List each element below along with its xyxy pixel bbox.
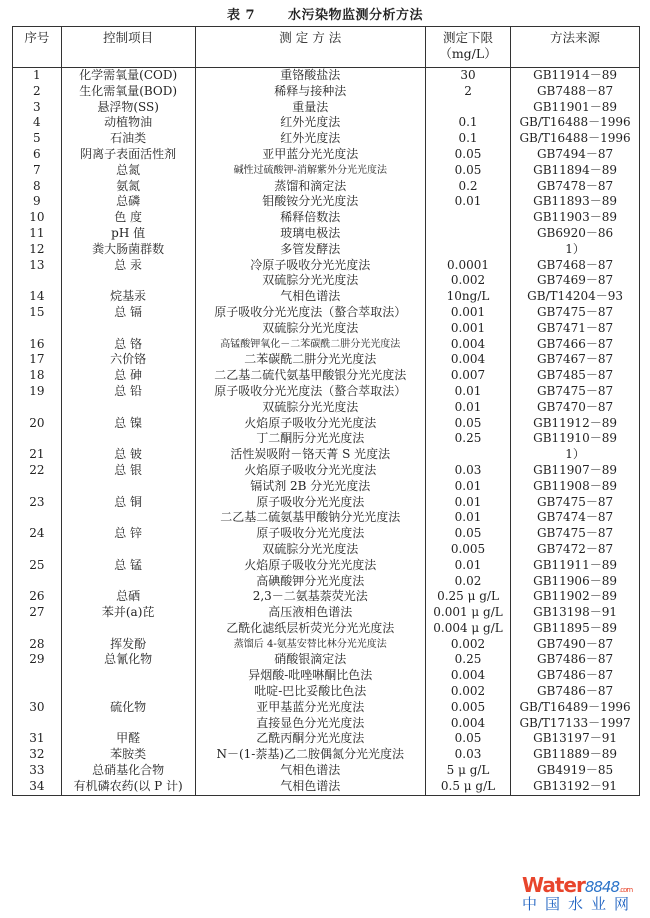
row-limit: 0.001 (425, 305, 510, 321)
row-source: GB7466－87 (511, 337, 640, 353)
row-method: 重铬酸盐法 (195, 68, 425, 84)
row-seq (13, 400, 62, 416)
row-method: 镉试剂 2B 分光光度法 (195, 479, 425, 495)
table-number: 表 7 (226, 8, 256, 23)
monitoring-methods-table (12, 26, 640, 796)
header-limit-line2: （mg/L） (439, 45, 497, 61)
row-source: GB11906－89 (511, 574, 640, 590)
table-row (13, 242, 640, 258)
watermark-suffix: .com (619, 886, 633, 894)
row-source: GB7490－87 (511, 637, 640, 653)
row-method: 双硫腙分光光度法 (195, 321, 425, 337)
row-item: 总 铜 (61, 495, 195, 511)
row-limit: 0.2 (425, 179, 510, 195)
table-row (13, 463, 640, 479)
row-item: 总 汞 (61, 258, 195, 274)
table-row (13, 479, 640, 495)
row-limit: 0.25 (425, 652, 510, 668)
row-method: 红外光度法 (195, 115, 425, 131)
row-seq: 18 (13, 368, 62, 384)
row-method: 原子吸收分光光度法 (195, 495, 425, 511)
row-item: 烷基汞 (61, 289, 195, 305)
row-method: 气相色谱法 (195, 289, 425, 305)
row-method: 双硫腙分光光度法 (195, 542, 425, 558)
table-row (13, 258, 640, 274)
row-method: 双硫腙分光光度法 (195, 273, 425, 289)
table-row (13, 194, 640, 210)
row-source: GB11902－89 (511, 589, 640, 605)
row-item: 总 镉 (61, 305, 195, 321)
row-method: 直接显色分光光度法 (195, 716, 425, 732)
row-item: 总 镍 (61, 416, 195, 432)
table-row (13, 700, 640, 716)
table-row (13, 131, 640, 147)
row-seq: 25 (13, 558, 62, 574)
row-seq: 4 (13, 115, 62, 131)
row-item: 总氰化物 (61, 652, 195, 668)
row-source: GB6920－86 (511, 226, 640, 242)
row-seq: 8 (13, 179, 62, 195)
row-method: 稀释与接种法 (195, 84, 425, 100)
row-method: 高碘酸钾分光光度法 (195, 574, 425, 590)
table-row (13, 763, 640, 779)
row-limit: 0.01 (425, 194, 510, 210)
row-item: 粪大肠菌群数 (61, 242, 195, 258)
row-item: pH 值 (61, 226, 195, 242)
row-method: 稀释倍数法 (195, 210, 425, 226)
row-method: 蒸馏后 4-氨基安替比林分光光度法 (195, 637, 425, 653)
row-source: GB4919－85 (511, 763, 640, 779)
row-item (61, 684, 195, 700)
row-limit: 0.002 (425, 273, 510, 289)
row-method: 碱性过硫酸钾-消解紫外分光光度法 (195, 163, 425, 179)
row-source: GB11910－89 (511, 431, 640, 447)
row-seq (13, 542, 62, 558)
row-limit: 0.002 (425, 684, 510, 700)
table-row (13, 100, 640, 116)
table-row (13, 273, 640, 289)
row-source: GB13198－91 (511, 605, 640, 621)
row-seq (13, 431, 62, 447)
row-source: GB7475－87 (511, 526, 640, 542)
row-limit: 0.004 (425, 337, 510, 353)
row-item: 色 度 (61, 210, 195, 226)
row-method: 重量法 (195, 100, 425, 116)
row-limit: 2 (425, 84, 510, 100)
row-seq: 13 (13, 258, 62, 274)
row-item (61, 510, 195, 526)
row-source: GB11889－89 (511, 747, 640, 763)
row-limit: 0.0001 (425, 258, 510, 274)
row-limit: 0.01 (425, 510, 510, 526)
row-method: 乙酰化滤纸层析荧光分光光度法 (195, 621, 425, 637)
table-row (13, 668, 640, 684)
row-item: 化学需氧量(COD) (61, 68, 195, 84)
row-limit: 0.03 (425, 747, 510, 763)
row-method: 丁二酮肟分光光度法 (195, 431, 425, 447)
table-row (13, 147, 640, 163)
row-limit: 0.1 (425, 115, 510, 131)
row-item: 总硝基化合物 (61, 763, 195, 779)
table-row (13, 416, 640, 432)
table-row (13, 179, 640, 195)
row-source: GB/T16489－1996 (511, 700, 640, 716)
row-source: GB7485－87 (511, 368, 640, 384)
row-limit: 0.05 (425, 526, 510, 542)
row-source: GB13192－91 (511, 779, 640, 795)
row-source: GB7488－87 (511, 84, 640, 100)
row-item: 总 锰 (61, 558, 195, 574)
row-seq (13, 684, 62, 700)
row-seq: 16 (13, 337, 62, 353)
table-row (13, 431, 640, 447)
row-limit: 0.001 (425, 321, 510, 337)
table-row (13, 526, 640, 542)
row-item: 总磷 (61, 194, 195, 210)
row-limit: 0.5 μ g/L (425, 779, 510, 795)
row-method: 2,3－二氨基萘荧光法 (195, 589, 425, 605)
row-source: GB/T16488－1996 (511, 115, 640, 131)
row-limit: 0.05 (425, 147, 510, 163)
row-method: 火焰原子吸收分光光度法 (195, 416, 425, 432)
row-seq: 33 (13, 763, 62, 779)
row-method: 玻璃电极法 (195, 226, 425, 242)
row-item: 苯并(a)芘 (61, 605, 195, 621)
row-item: 氨氮 (61, 179, 195, 195)
row-source: GB7486－87 (511, 652, 640, 668)
row-limit: 0.002 (425, 637, 510, 653)
row-source: GB7486－87 (511, 684, 640, 700)
row-seq: 34 (13, 779, 62, 795)
row-item (61, 542, 195, 558)
table-row (13, 368, 640, 384)
row-seq: 21 (13, 447, 62, 463)
row-method: 活性炭吸附－铬天菁 S 光度法 (195, 447, 425, 463)
row-seq: 6 (13, 147, 62, 163)
row-seq: 22 (13, 463, 62, 479)
row-method: 红外光度法 (195, 131, 425, 147)
header-method: 测 定 方 法 (195, 27, 425, 68)
row-source: GB11908－89 (511, 479, 640, 495)
table-row (13, 652, 640, 668)
row-limit: 0.02 (425, 574, 510, 590)
row-item: 总 铅 (61, 384, 195, 400)
row-limit: 0.004 (425, 668, 510, 684)
table-row (13, 305, 640, 321)
row-item (61, 431, 195, 447)
row-method: 硝酸银滴定法 (195, 652, 425, 668)
row-seq: 15 (13, 305, 62, 321)
row-limit (425, 242, 510, 258)
table-row (13, 226, 640, 242)
row-item: 挥发酚 (61, 637, 195, 653)
row-seq: 19 (13, 384, 62, 400)
row-seq: 3 (13, 100, 62, 116)
row-source: GB7469－87 (511, 273, 640, 289)
row-source: GB11911－89 (511, 558, 640, 574)
row-item: 石油类 (61, 131, 195, 147)
row-source: GB7475－87 (511, 495, 640, 511)
row-method: 气相色谱法 (195, 779, 425, 795)
row-seq (13, 273, 62, 289)
row-source: GB7494－87 (511, 147, 640, 163)
row-seq (13, 479, 62, 495)
header-source: 方法来源 (511, 27, 640, 68)
row-limit: 0.03 (425, 463, 510, 479)
row-seq: 28 (13, 637, 62, 653)
table-row (13, 400, 640, 416)
row-seq (13, 716, 62, 732)
row-method: 二苯碳酰二肼分光光度法 (195, 352, 425, 368)
row-seq: 20 (13, 416, 62, 432)
table-row (13, 84, 640, 100)
row-source: GB7475－87 (511, 305, 640, 321)
row-method: 亚甲基蓝分光光度法 (195, 700, 425, 716)
table-row (13, 115, 640, 131)
row-item: 总硒 (61, 589, 195, 605)
header-limit-line1: 测定下限 (443, 30, 494, 45)
row-item (61, 574, 195, 590)
table-row (13, 542, 640, 558)
table-row (13, 289, 640, 305)
row-method: 二乙基二硫氨基甲酸钠分光光度法 (195, 510, 425, 526)
row-method: 火焰原子吸收分光光度法 (195, 558, 425, 574)
row-limit: 0.25 μ g/L (425, 589, 510, 605)
row-limit: 30 (425, 68, 510, 84)
row-limit: 0.004 (425, 716, 510, 732)
row-source: GB7471－87 (511, 321, 640, 337)
header-row (13, 27, 640, 68)
table-row (13, 684, 640, 700)
row-item: 硫化物 (61, 700, 195, 716)
row-limit (425, 226, 510, 242)
watermark-brand-text: Water (522, 873, 585, 897)
row-limit: 5 μ g/L (425, 763, 510, 779)
row-limit: 10ng/L (425, 289, 510, 305)
table-row (13, 163, 640, 179)
row-method: 双硫腙分光光度法 (195, 400, 425, 416)
row-source: GB7472－87 (511, 542, 640, 558)
row-seq: 11 (13, 226, 62, 242)
row-source: GB7470－87 (511, 400, 640, 416)
header-seq: 序号 (13, 27, 62, 68)
table-row (13, 747, 640, 763)
row-seq (13, 321, 62, 337)
row-source: GB/T14204－93 (511, 289, 640, 305)
row-method: 钼酸铵分光光度法 (195, 194, 425, 210)
row-source: GB7478－87 (511, 179, 640, 195)
row-source: GB11901－89 (511, 100, 640, 116)
row-item (61, 621, 195, 637)
row-source: GB7475－87 (511, 384, 640, 400)
row-seq: 2 (13, 84, 62, 100)
row-limit: 0.05 (425, 163, 510, 179)
row-method: 亚甲蓝分光光度法 (195, 147, 425, 163)
row-seq: 23 (13, 495, 62, 511)
row-item: 总氮 (61, 163, 195, 179)
row-seq: 29 (13, 652, 62, 668)
row-method: N－(1-萘基)乙二胺偶氮分光光度法 (195, 747, 425, 763)
row-source: GB7467－87 (511, 352, 640, 368)
row-source: GB7486－87 (511, 668, 640, 684)
row-item: 动植物油 (61, 115, 195, 131)
row-seq: 26 (13, 589, 62, 605)
row-seq: 1 (13, 68, 62, 84)
table-row (13, 495, 640, 511)
row-seq: 7 (13, 163, 62, 179)
row-seq: 27 (13, 605, 62, 621)
row-seq: 24 (13, 526, 62, 542)
table-row (13, 558, 640, 574)
table-caption: 水污染物监测分析方法 (288, 8, 424, 23)
row-seq: 10 (13, 210, 62, 226)
row-source: GB11907－89 (511, 463, 640, 479)
row-source: GB11895－89 (511, 621, 640, 637)
row-source: GB11903－89 (511, 210, 640, 226)
watermark-number: 8848 (584, 878, 620, 896)
row-limit: 0.1 (425, 131, 510, 147)
row-source: GB7474－87 (511, 510, 640, 526)
table-row (13, 510, 640, 526)
row-source: GB11912－89 (511, 416, 640, 432)
row-item (61, 479, 195, 495)
row-method: 高锰酸钾氧化－二苯碳酰二肼分光光度法 (195, 337, 425, 353)
table-row (13, 637, 640, 653)
row-limit: 0.01 (425, 495, 510, 511)
row-seq: 5 (13, 131, 62, 147)
row-item: 生化需氧量(BOD) (61, 84, 195, 100)
row-seq (13, 574, 62, 590)
row-seq: 32 (13, 747, 62, 763)
row-method: 冷原子吸收分光光度法 (195, 258, 425, 274)
row-item (61, 668, 195, 684)
header-limit (425, 27, 510, 68)
row-source: GB13197－91 (511, 731, 640, 747)
row-seq: 31 (13, 731, 62, 747)
row-source: GB11893－89 (511, 194, 640, 210)
row-seq: 12 (13, 242, 62, 258)
row-source: GB7468－87 (511, 258, 640, 274)
row-limit: 0.005 (425, 700, 510, 716)
table-row (13, 68, 640, 84)
row-method: 异烟酸-吡唑啉酮比色法 (195, 668, 425, 684)
row-item: 阴离子表面活性剂 (61, 147, 195, 163)
header-item: 控制项目 (61, 27, 195, 68)
row-item (61, 716, 195, 732)
row-source: 1） (511, 242, 640, 258)
row-item (61, 400, 195, 416)
table-row (13, 731, 640, 747)
table-row (13, 574, 640, 590)
row-method: 吡啶-巴比妥酸比色法 (195, 684, 425, 700)
row-limit: 0.05 (425, 416, 510, 432)
row-item: 悬浮物(SS) (61, 100, 195, 116)
row-limit: 0.004 (425, 352, 510, 368)
row-item: 甲醛 (61, 731, 195, 747)
row-method: 原子吸收分光光度法（螯合萃取法） (195, 384, 425, 400)
table-row (13, 589, 640, 605)
row-item: 总 铬 (61, 337, 195, 353)
row-seq: 17 (13, 352, 62, 368)
row-seq (13, 668, 62, 684)
row-source: GB/T17133－1997 (511, 716, 640, 732)
row-limit: 0.001 μ g/L (425, 605, 510, 621)
row-seq: 14 (13, 289, 62, 305)
table-row (13, 384, 640, 400)
table-title (0, 4, 650, 23)
table-row (13, 352, 640, 368)
row-limit: 0.05 (425, 731, 510, 747)
table-row (13, 447, 640, 463)
row-item: 苯胺类 (61, 747, 195, 763)
row-seq (13, 621, 62, 637)
row-limit: 0.005 (425, 542, 510, 558)
row-limit: 0.01 (425, 400, 510, 416)
row-limit: 0.25 (425, 431, 510, 447)
row-seq: 30 (13, 700, 62, 716)
row-item: 总 锌 (61, 526, 195, 542)
row-item: 总 银 (61, 463, 195, 479)
row-method: 二乙基二硫代氨基甲酸银分光光度法 (195, 368, 425, 384)
row-source: GB11894－89 (511, 163, 640, 179)
row-item: 六价铬 (61, 352, 195, 368)
table-row (13, 605, 640, 621)
row-item (61, 321, 195, 337)
row-method: 原子吸收分光光度法（螯合萃取法） (195, 305, 425, 321)
row-method: 火焰原子吸收分光光度法 (195, 463, 425, 479)
table-row (13, 716, 640, 732)
row-limit: 0.01 (425, 384, 510, 400)
row-limit: 0.004 μ g/L (425, 621, 510, 637)
row-limit: 0.01 (425, 479, 510, 495)
row-seq (13, 510, 62, 526)
row-source: GB/T16488－1996 (511, 131, 640, 147)
row-method: 原子吸收分光光度法 (195, 526, 425, 542)
table-row (13, 779, 640, 795)
row-source: GB11914－89 (511, 68, 640, 84)
row-item: 总 铍 (61, 447, 195, 463)
row-seq: 9 (13, 194, 62, 210)
row-limit (425, 100, 510, 116)
row-method: 多管发酵法 (195, 242, 425, 258)
table-row (13, 337, 640, 353)
row-item: 总 砷 (61, 368, 195, 384)
row-method: 蒸馏和滴定法 (195, 179, 425, 195)
watermark-brand (522, 873, 640, 897)
row-limit: 0.01 (425, 558, 510, 574)
table-row (13, 621, 640, 637)
row-limit (425, 447, 510, 463)
table-row (13, 321, 640, 337)
row-method: 乙酰丙酮分光光度法 (195, 731, 425, 747)
watermark-chinese: 中国水业网 (522, 895, 638, 913)
table-row (13, 210, 640, 226)
row-item (61, 273, 195, 289)
row-method: 高压液相色谱法 (195, 605, 425, 621)
row-limit (425, 210, 510, 226)
row-method: 气相色谱法 (195, 763, 425, 779)
row-limit: 0.007 (425, 368, 510, 384)
row-item: 有机磷农药(以 P 计) (61, 779, 195, 795)
watermark-logo (522, 873, 640, 915)
row-source: 1） (511, 447, 640, 463)
